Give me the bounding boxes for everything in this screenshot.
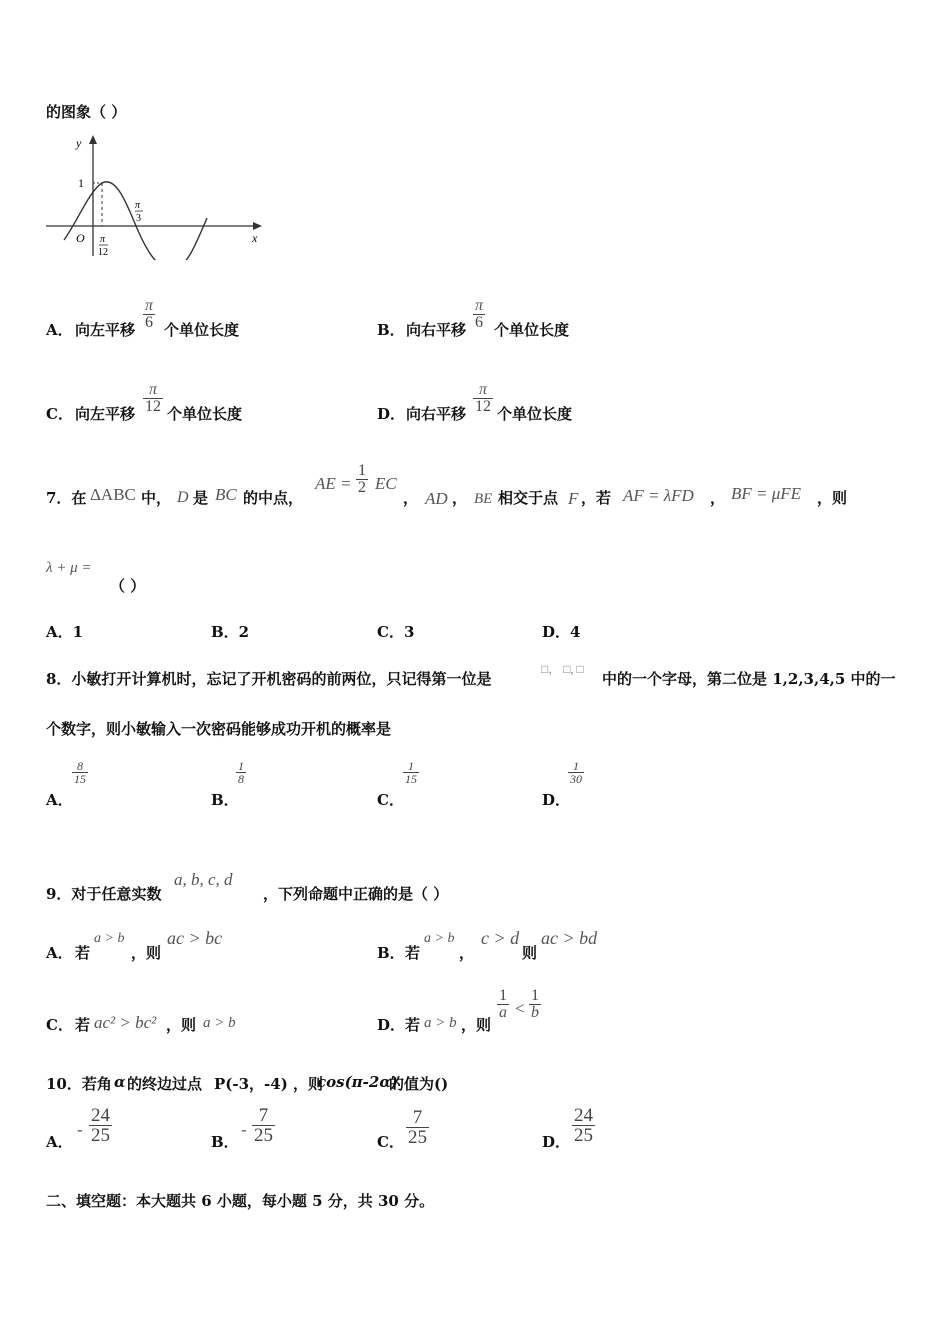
fraction: $\frac{\pi}{12}$	[145, 381, 161, 415]
fraction: $\frac{8}{15}$	[74, 759, 86, 786]
option-text: 个单位长度	[494, 321, 570, 339]
fraction: $\frac{1}{8}$	[238, 759, 244, 786]
option-text: 向右平移	[406, 321, 467, 339]
option-text: 个单位长度	[167, 405, 243, 423]
fraction: $\frac{1}{2}$	[358, 462, 366, 496]
option-text: 个单位长度	[164, 321, 240, 339]
fraction: $\frac{1}{a}$	[499, 987, 507, 1021]
option-text: 个单位长度	[497, 405, 573, 423]
question-tail: 的图象（ ）	[46, 103, 127, 121]
fraction: $\frac{7}{25}$	[408, 1107, 427, 1148]
section-heading: 二、填空题：本大题共 6 小题，每小题 5 分，共 30 分。	[46, 1192, 435, 1210]
option-d[interactable]: D．4	[542, 623, 581, 641]
option-letter: D．	[377, 405, 406, 423]
origin-label: O	[76, 231, 85, 245]
fraction: $\frac{\pi}{6}$	[145, 297, 154, 331]
tick-pi-3-den: 3	[136, 213, 141, 224]
option-letter: B．	[377, 321, 405, 339]
tick-pi-12-den: 12	[98, 247, 108, 258]
missing-glyph-boxes: □， □, □	[541, 662, 584, 676]
y-one-label: 1	[78, 176, 84, 190]
fraction: $\frac{1}{15}$	[405, 759, 417, 786]
option-c[interactable]: C．3	[377, 623, 415, 641]
fraction: $\frac{\pi}{12}$	[475, 381, 491, 415]
option-a[interactable]: A．1	[46, 623, 84, 641]
tick-pi-12-num: π	[100, 234, 106, 245]
tick-pi-3-num: π	[135, 200, 141, 211]
option-text: 向右平移	[406, 405, 467, 423]
option-letter: A．	[46, 321, 73, 339]
option-text: 向左平移	[75, 321, 136, 339]
fraction: $\frac{7}{25}$	[254, 1105, 273, 1146]
x-axis-label: x	[252, 231, 258, 245]
fraction: $\frac{24}{25}$	[574, 1105, 593, 1146]
fraction: $\frac{\pi}{6}$	[475, 297, 484, 331]
fraction: $\frac{1}{b}$	[531, 987, 539, 1021]
option-text: 向左平移	[75, 405, 136, 423]
fraction: $\frac{1}{30}$	[570, 759, 582, 786]
option-b[interactable]: B．2	[211, 623, 250, 641]
sine-graph-figure	[44, 132, 266, 260]
option-letter: C．	[46, 405, 73, 423]
fraction: $\frac{24}{25}$	[91, 1105, 110, 1146]
y-axis-label: y	[76, 136, 82, 150]
